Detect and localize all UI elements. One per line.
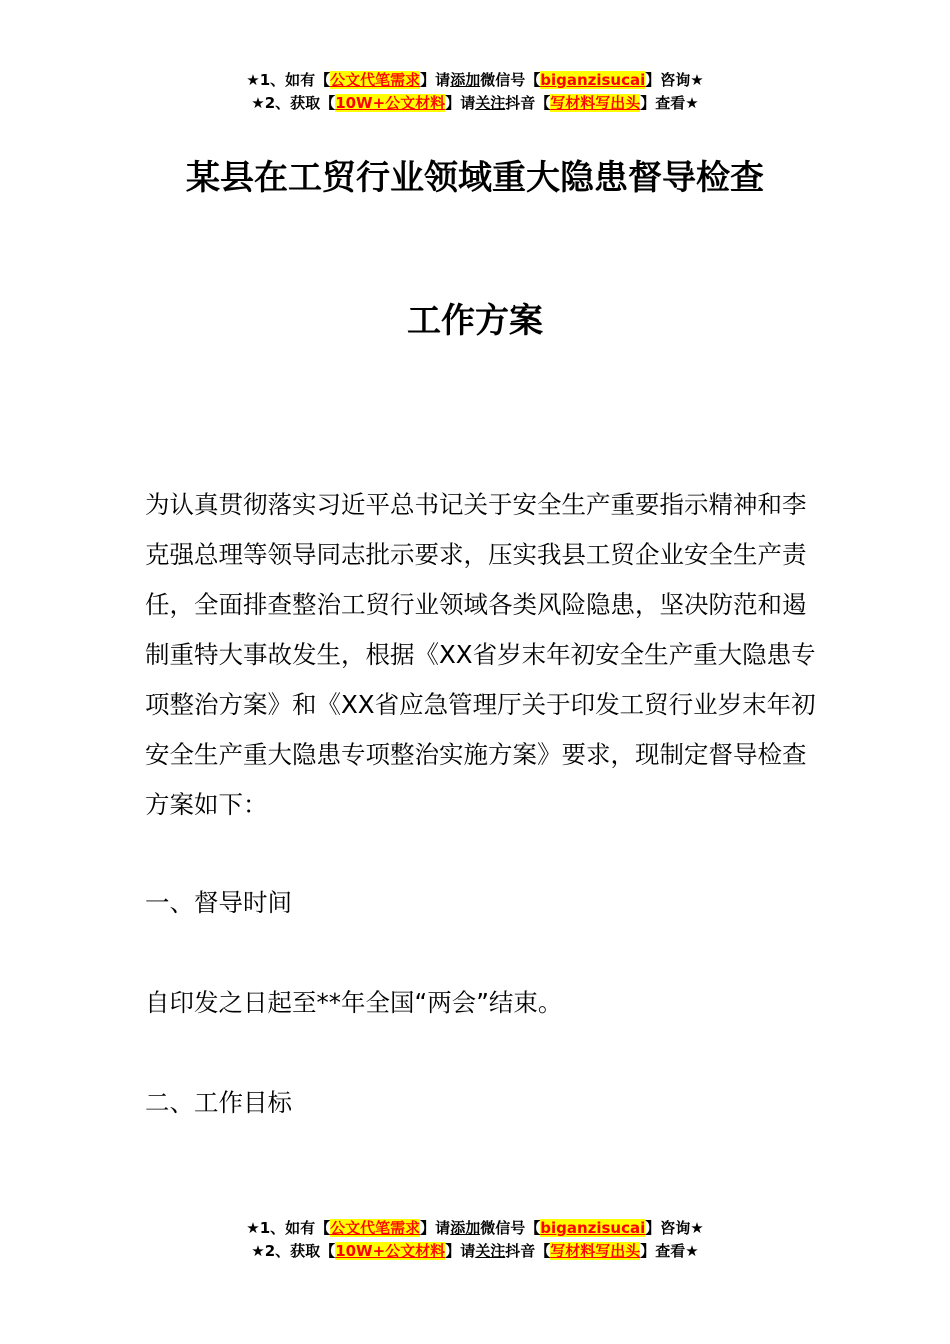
promo-underline: 添加 [450,1219,481,1237]
promo-line-1 [0,69,950,92]
promo-douyin-id: 写材料写出头 [550,94,641,112]
promo-underline: 添加 [450,71,481,89]
document-title-line-1: 某县在工贸行业领域重大隐患督导检查 [186,158,764,198]
promo-underline: 关注 [475,1242,506,1260]
promo-line-2 [0,1240,950,1263]
promo-wechat-id: biganzisucai [540,71,646,89]
promo-text: 】请 [420,1219,451,1237]
document-title-line-2: 工作方案 [407,301,543,341]
promo-underline: 关注 [475,94,506,112]
section-2-heading: 二、工作目标 [145,1088,292,1117]
promo-text: 】咨询★ [645,71,704,89]
promo-text: ★2、获取【 [251,1242,336,1260]
intro-paragraph: 为认真贯彻落实习近平总书记关于安全生产重要指示精神和李克强总理等领导同志批示要求，压实我县工贸企业安全生产责任，全面排查整治工贸行业领域各类风险隐患，坚决防范和遏制重特大事故发生，根据《XX省岁末年初安全生产重大隐患专项整治方案》和《XX省应急管理厅关于印发工贸行业岁末年初安全生产重大隐患专项整治实施方案》要求，现制定督导检查方案如下： [145,490,816,819]
top-promo-banner [0,69,950,115]
promo-text: 】查看★ [640,94,699,112]
promo-highlight: 公文代笔需求 [330,71,421,89]
section-1-text: 自印发之日起至**年全国“两会”结束。 [145,988,563,1017]
promo-text: 】请 [445,1242,476,1260]
promo-wechat-id: biganzisucai [540,1219,646,1237]
promo-text: ★1、如有【 [246,1219,331,1237]
section-1-heading: 一、督导时间 [145,888,292,917]
promo-highlight: 10W+公文材料 [335,1242,446,1260]
promo-text: ★2、获取【 [251,94,336,112]
promo-text: 】咨询★ [645,1219,704,1237]
promo-text: 微信号【 [480,71,541,89]
promo-text: 】请 [445,94,476,112]
promo-highlight: 10W+公文材料 [335,94,446,112]
promo-text: 微信号【 [480,1219,541,1237]
promo-text: ★1、如有【 [246,71,331,89]
promo-line-1 [0,1217,950,1240]
bottom-promo-banner [0,1217,950,1263]
promo-highlight: 公文代笔需求 [330,1219,421,1237]
promo-text: 抖音【 [505,1242,551,1260]
promo-douyin-id: 写材料写出头 [550,1242,641,1260]
promo-text: 抖音【 [505,94,551,112]
promo-line-2 [0,92,950,115]
promo-text: 】请 [420,71,451,89]
promo-text: 】查看★ [640,1242,699,1260]
